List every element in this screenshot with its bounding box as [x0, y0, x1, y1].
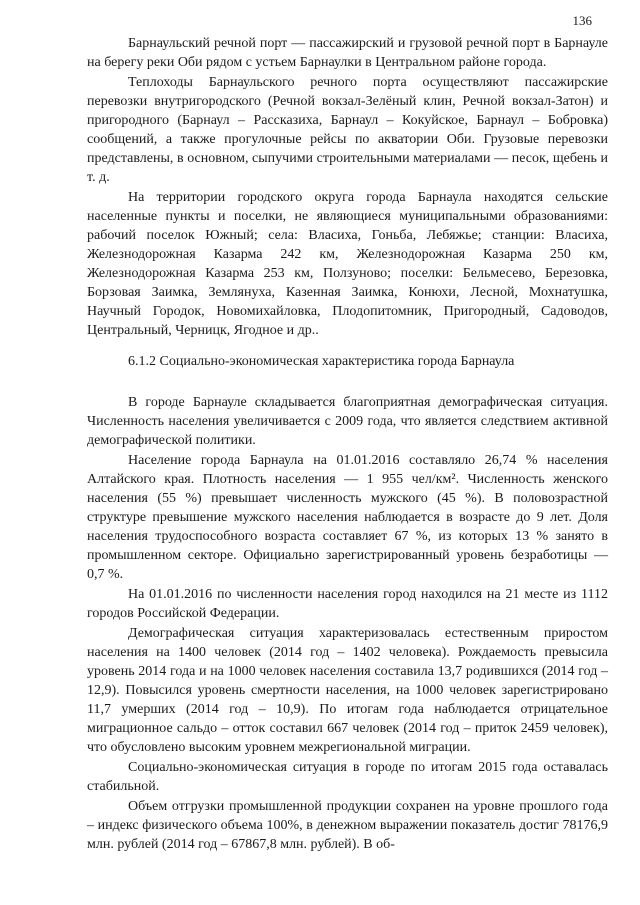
section-heading: 6.1.2 Социально-экономическая характеристика города Барнаула	[128, 354, 515, 369]
paragraph-natural-growth: Демографическая ситуация характеризовалась естественным приростом населения на 1400 человек (2014 год – 1402 человека). Рождаемость превысила уровень 2014 года и на 1000 человек населения составила 13,7 родившихся (2014 год – 12,9). Повысился уровень смертности населения, на 1000 человек зарегистрировано 11,7 умерших (2014 год – 10,9). По итогам года наблюдается отрицательное миграционное сальдо – отток составил 667 человек (2014 год – приток 2459 человек), что обусловлено высоким уровнем межрегиональной миграции.	[87, 626, 608, 755]
page-number: 136	[572, 13, 592, 28]
paragraph-river-port: Барнаульский речной порт — пассажирский и грузовой речной порт в Барнауле на берегу реки Оби рядом с устьем Барнаулки в Центральном районе города.	[87, 36, 608, 70]
heading-spacer	[87, 383, 608, 393]
paragraph-socio-economic: Социально-экономическая ситуация в городе по итогам 2015 года оставалась стабильной.	[87, 760, 608, 794]
paragraph-ranking: На 01.01.2016 по численности населения город находился на 21 месте из 1112 городов Российской Федерации.	[87, 587, 608, 621]
paragraph-settlements: На территории городского округа города Барнаула находятся сельские населенные пункты и поселки, не являющиеся муниципальными образованиями: рабочий поселок Южный; села: Власиха, Гоньба, Лебяжье; станции: Власиха, Железнодорожная Казарма 242 км, Железнодорожная Казарма 250 км, Железнодорожная Казарма 253 км, Ползуново; поселки: Бельмесево, Березовка, Борзовая Заимка, Землянуха, Казенная Заимка, Конюхи, Лесной, Мохнатушка, Научный Городок, Новомихайловка, Плодопитомник, Пригородный, Садоводов, Центральный, Черницк, Ягодное и др..	[87, 190, 608, 338]
document-body	[87, 34, 608, 855]
paragraph-ships: Теплоходы Барнаульского речного порта осуществляют пассажирские перевозки внутригородского (Речной вокзал-Зелёный клин, Речной вокзал-Затон) и пригородного (Барнаул – Рассказиха, Барнаул – Кокуйское, Барнаул – Бобровка) сообщений, а также прогулочные рейсы по акватории Оби. Грузовые перевозки представлены, в основном, сыпучими строительными материалами — песок, щебень и т. д.	[87, 75, 608, 185]
paragraph-population: Население города Барнаула на 01.01.2016 составляло 26,74 % населения Алтайского края. Плотность населения — 1 955 чел/км². Численность женского населения (55 %) превышает численность мужского (45 %). В половозрастной структуре превышение мужского населения наблюдается в возрасте до 9 лет. Доля населения трудоспособного возраста составляет 67 %, из которых 13 % занято в промышленном секторе. Официально зарегистрированный уровень безработицы — 0,7 %.	[87, 453, 608, 582]
paragraph-industry: Объем отгрузки промышленной продукции сохранен на уровне прошлого года – индекс физического объема 100%, в денежном выражении показатель достиг 78176,9 млн. рублей (2014 год – 67867,8 млн. рублей). В об-	[87, 799, 608, 852]
paragraph-demography: В городе Барнауле складывается благоприятная демографическая ситуация. Численность населения увеличивается с 2009 года, что является следствием активной демографической политики.	[87, 395, 608, 448]
